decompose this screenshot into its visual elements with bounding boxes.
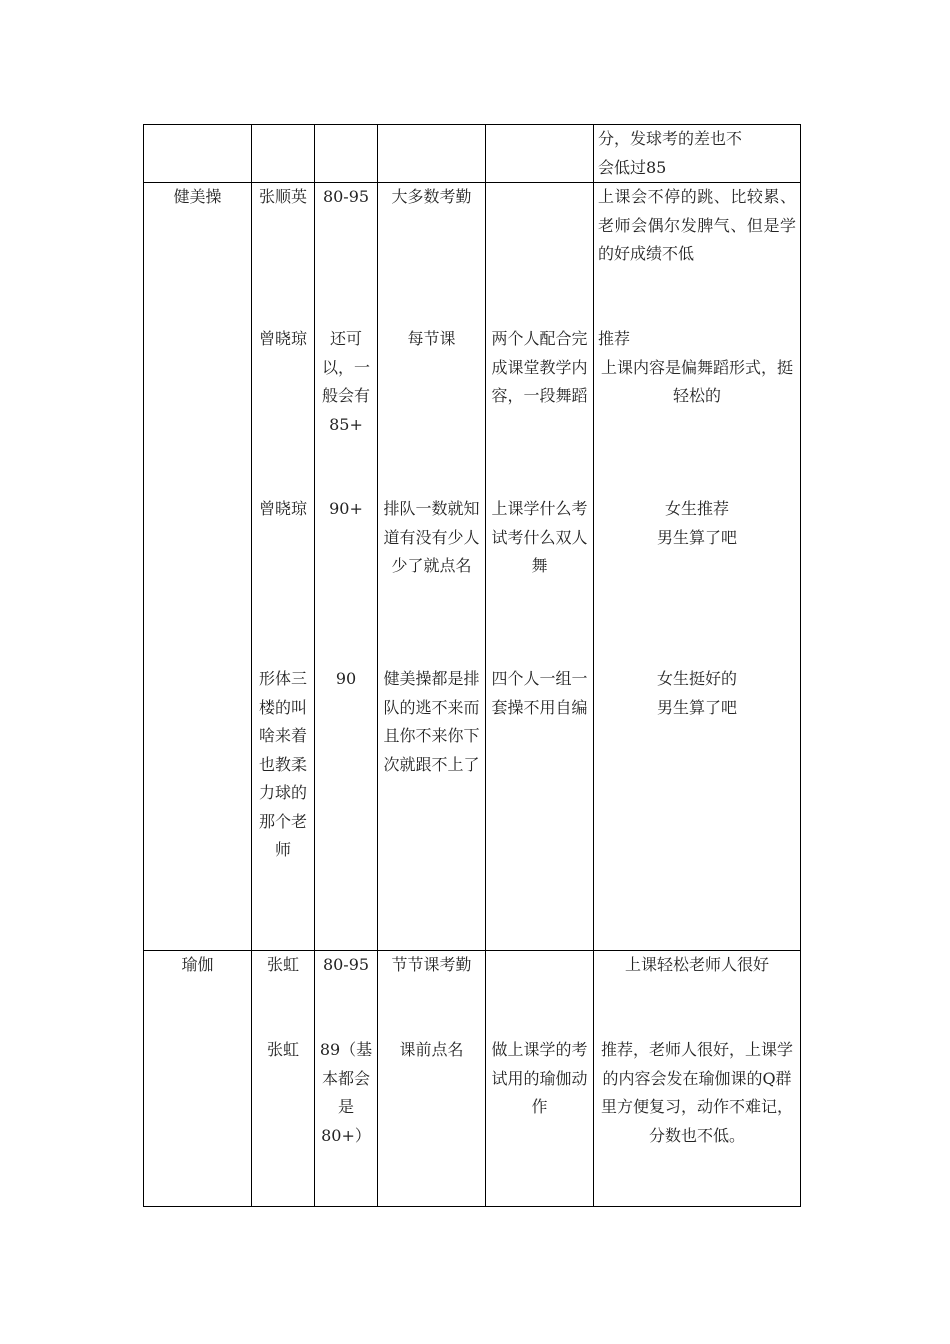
comment-cell (594, 125, 801, 183)
teacher-name: 张虹 (266, 1040, 299, 1059)
comment-line: 上课内容是偏舞蹈形式，挺轻松的 (600, 357, 793, 405)
attendance-cell (378, 951, 486, 1207)
teacher-cell (252, 183, 315, 951)
comment-line: 男生算了吧 (656, 527, 737, 547)
comment-text: 上课轻松老师人很好 (624, 955, 769, 974)
teacher-cell (252, 951, 315, 1207)
comment-block (598, 665, 796, 722)
comment-cell (594, 183, 801, 951)
score-value: 还可以，一般会有85+ (321, 329, 370, 434)
comment-line: 男生算了吧 (656, 697, 737, 717)
teacher-cell (252, 125, 315, 183)
attendance-text: 健美操都是排队的逃不来而且你不来你下次就跟不上了 (383, 669, 480, 774)
comment-block (598, 495, 796, 665)
course-cell (144, 183, 252, 951)
course-review-table (143, 124, 801, 1207)
score-cell (315, 951, 378, 1207)
teacher-name: 张顺英 (258, 187, 307, 206)
course-cell (144, 125, 252, 183)
comment-line: 会低过85 (598, 157, 667, 177)
score-value: 89（基本都会是80+） (319, 1040, 373, 1145)
table-row (144, 183, 801, 951)
attendance-text: 大多数考勤 (391, 187, 472, 206)
comment-line: 推荐 (598, 329, 631, 348)
content-cell (486, 951, 594, 1207)
comment-cell (594, 951, 801, 1207)
course-cell (144, 951, 252, 1207)
content-text: 四个人一组一套操不用自编 (491, 669, 588, 717)
teacher-name: 张虹 (266, 955, 299, 974)
score-value: 80-95 (322, 955, 370, 974)
content-text (490, 951, 589, 1036)
comment-line: 女生挺好的 (656, 669, 737, 688)
content-text (490, 183, 589, 325)
attendance-text: 课前点名 (399, 1040, 464, 1059)
score-value: 90+ (329, 499, 363, 518)
course-name: 瑜伽 (181, 955, 214, 974)
table-row (144, 125, 801, 183)
comment-line: 女生推荐 (664, 499, 729, 518)
course-name: 健美操 (173, 187, 222, 206)
score-value: 90 (335, 669, 357, 688)
attendance-text: 排队一数就知道有没有少人少了就点名 (383, 499, 480, 575)
comment-line: 分，发球考的差也不 (598, 129, 743, 148)
content-text: 两个人配合完成课堂教学内容，一段舞蹈 (491, 329, 588, 405)
teacher-name: 形体三楼的叫啥来着也教柔力球的那个老师 (258, 669, 307, 859)
content-cell (486, 125, 594, 183)
score-cell (315, 125, 378, 183)
attendance-cell (378, 125, 486, 183)
comment-text: 推荐，老师人很好，上课学的内容会发在瑜伽课的Q群里方便复习，动作不难记，分数也不低。 (600, 1040, 793, 1145)
content-text: 上课学什么考试考什么双人舞 (491, 499, 588, 575)
teacher-name: 曾晓琼 (258, 499, 307, 518)
table-row (144, 951, 801, 1207)
content-cell (486, 183, 594, 951)
score-value: 80-95 (322, 187, 370, 206)
score-cell (315, 183, 378, 951)
teacher-name: 曾晓琼 (258, 329, 307, 348)
comment-text: 上课会不停的跳、比较累、老师会偶尔发脾气、但是学的好成绩不低 (598, 187, 796, 263)
content-text: 做上课学的考试用的瑜伽动作 (491, 1040, 588, 1116)
attendance-text: 节节课考勤 (391, 955, 472, 974)
comment-block (598, 325, 796, 495)
attendance-cell (378, 183, 486, 951)
attendance-text: 每节课 (407, 329, 456, 348)
